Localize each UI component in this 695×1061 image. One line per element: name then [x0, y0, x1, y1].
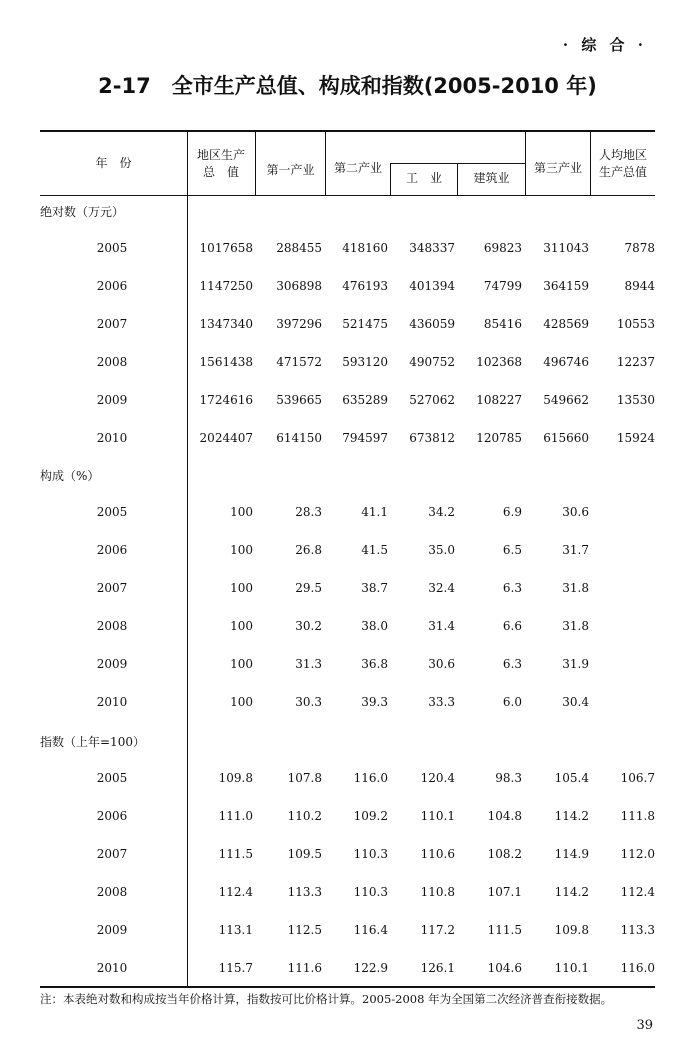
table-cell: 28.3	[295, 505, 322, 519]
table-cell: 110.1	[420, 809, 455, 823]
header-per-capita-line1: 人均地区	[598, 148, 647, 162]
table-cell: 107.8	[287, 771, 322, 785]
table-cell: 521475	[342, 317, 388, 331]
row-year: 2005	[96, 771, 128, 785]
table-cell: 31.4	[428, 619, 455, 633]
table-cell: 31.8	[562, 581, 589, 595]
table-cell: 12237	[616, 355, 655, 369]
table-cell: 31.8	[562, 619, 589, 633]
table-cell: 114.2	[554, 885, 589, 899]
table-cell: 418160	[342, 241, 388, 255]
table-cell: 1347340	[199, 317, 253, 331]
table-cell: 397296	[276, 317, 322, 331]
header-primary: 第一产业	[266, 163, 315, 177]
table-cell: 13530	[616, 393, 655, 407]
table-top-rule	[40, 130, 655, 132]
header-tertiary: 第三产业	[533, 161, 582, 175]
table-cell: 126.1	[420, 961, 455, 975]
table-cell: 6.3	[502, 657, 522, 671]
table-cell: 31.3	[295, 657, 322, 671]
table-cell: 113.3	[620, 923, 655, 937]
table-cell: 1017658	[199, 241, 253, 255]
table-bottom-rule	[40, 986, 655, 988]
header-bottom-rule	[40, 195, 655, 196]
row-year: 2009	[96, 393, 128, 407]
table-cell: 436059	[409, 317, 455, 331]
table-cell: 41.1	[361, 505, 388, 519]
table-cell: 30.3	[295, 695, 322, 709]
table-cell: 111.0	[218, 809, 253, 823]
table-cell: 794597	[342, 431, 388, 445]
table-cell: 1724616	[199, 393, 253, 407]
table-cell: 110.8	[420, 885, 455, 899]
table-cell: 29.5	[295, 581, 322, 595]
section-tag: · 综 合 ·	[562, 36, 647, 54]
table-cell: 122.9	[353, 961, 388, 975]
table-cell: 26.8	[295, 543, 322, 557]
table-cell: 635289	[342, 393, 388, 407]
table-cell: 100	[230, 619, 253, 633]
table-cell: 114.2	[554, 809, 589, 823]
table-cell: 110.6	[420, 847, 455, 861]
header-industry: 工 业	[405, 171, 442, 185]
table-cell: 104.6	[487, 961, 522, 975]
table-cell: 6.0	[502, 695, 522, 709]
table-cell: 110.1	[554, 961, 589, 975]
table-cell: 110.2	[287, 809, 322, 823]
table-cell: 32.4	[428, 581, 455, 595]
table-cell: 1561438	[199, 355, 253, 369]
table-cell: 108.2	[487, 847, 522, 861]
table-cell: 100	[230, 505, 253, 519]
table-cell: 111.5	[487, 923, 522, 937]
table-cell: 106.7	[620, 771, 655, 785]
table-cell: 111.5	[218, 847, 253, 861]
secondary-subheader-rule	[390, 163, 525, 164]
table-cell: 85416	[483, 317, 522, 331]
table-cell: 105.4	[554, 771, 589, 785]
table-cell: 471572	[276, 355, 322, 369]
table-cell: 69823	[483, 241, 522, 255]
table-cell: 428569	[543, 317, 589, 331]
table-cell: 107.1	[487, 885, 522, 899]
table-cell: 673812	[409, 431, 455, 445]
table-cell: 6.9	[502, 505, 522, 519]
table-cell: 109.8	[218, 771, 253, 785]
table-cell: 30.2	[295, 619, 322, 633]
page-number: 39	[636, 1018, 653, 1033]
table-cell: 120.4	[420, 771, 455, 785]
table-cell: 614150	[276, 431, 322, 445]
header-year: 年 份	[95, 156, 132, 170]
row-year: 2010	[96, 431, 128, 445]
table-cell: 100	[230, 581, 253, 595]
header-secondary: 第二产业	[333, 161, 382, 175]
table-cell: 549662	[543, 393, 589, 407]
table-cell: 100	[230, 657, 253, 671]
table-cell: 114.9	[554, 847, 589, 861]
header-gdp	[190, 147, 252, 181]
row-year: 2009	[96, 657, 128, 671]
header-per-capita-line2: 生产总值	[598, 165, 647, 179]
table-cell: 41.5	[361, 543, 388, 557]
table-cell: 288455	[276, 241, 322, 255]
table-cell: 593120	[342, 355, 388, 369]
row-year: 2006	[96, 543, 128, 557]
table-cell: 306898	[276, 279, 322, 293]
table-cell: 38.7	[361, 581, 388, 595]
header-construction: 建筑业	[473, 171, 510, 185]
table-cell: 15924	[616, 431, 655, 445]
table-cell: 490752	[409, 355, 455, 369]
table-cell: 111.6	[287, 961, 322, 975]
table-cell: 108227	[476, 393, 522, 407]
table-cell: 117.2	[420, 923, 455, 937]
table-cell: 116.0	[620, 961, 655, 975]
table-cell: 104.8	[487, 809, 522, 823]
table-cell: 112.4	[218, 885, 253, 899]
table-cell: 31.7	[562, 543, 589, 557]
table-cell: 112.4	[620, 885, 655, 899]
table-cell: 7878	[624, 241, 655, 255]
section-label: 指数（上年=100）	[40, 735, 145, 749]
row-year: 2006	[96, 279, 128, 293]
row-year: 2005	[96, 241, 128, 255]
table-cell: 111.8	[620, 809, 655, 823]
table-cell: 615660	[543, 431, 589, 445]
table-cell: 74799	[483, 279, 522, 293]
table-cell: 10553	[616, 317, 655, 331]
table-cell: 401394	[409, 279, 455, 293]
row-year: 2007	[96, 317, 128, 331]
header-gdp-line2: 总 值	[202, 165, 239, 179]
table-cell: 113.1	[218, 923, 253, 937]
table-cell: 6.5	[502, 543, 522, 557]
table-cell: 113.3	[287, 885, 322, 899]
header-per-capita	[591, 147, 655, 181]
row-year: 2007	[96, 581, 128, 595]
row-year: 2009	[96, 923, 128, 937]
table-cell: 30.6	[428, 657, 455, 671]
table-cell: 102368	[476, 355, 522, 369]
table-cell: 109.8	[554, 923, 589, 937]
table-cell: 110.3	[353, 885, 388, 899]
table-cell: 100	[230, 695, 253, 709]
table-cell: 364159	[543, 279, 589, 293]
row-year: 2006	[96, 809, 128, 823]
page-title: 2-17 全市生产总值、构成和指数(2005-2010 年)	[98, 74, 597, 98]
row-year: 2008	[96, 619, 128, 633]
table-cell: 30.6	[562, 505, 589, 519]
section-label: 构成（%）	[40, 469, 100, 483]
table-cell: 6.6	[502, 619, 522, 633]
table-cell: 311043	[543, 241, 589, 255]
table-cell: 35.0	[428, 543, 455, 557]
table-cell: 2024407	[199, 431, 253, 445]
table-cell: 539665	[276, 393, 322, 407]
table-cell: 38.0	[361, 619, 388, 633]
table-cell: 109.5	[287, 847, 322, 861]
table-cell: 8944	[624, 279, 655, 293]
table-cell: 30.4	[562, 695, 589, 709]
table-cell: 31.9	[562, 657, 589, 671]
row-year: 2008	[96, 355, 128, 369]
table-cell: 34.2	[428, 505, 455, 519]
row-year: 2010	[96, 695, 128, 709]
row-year: 2005	[96, 505, 128, 519]
table-cell: 112.5	[287, 923, 322, 937]
table-cell: 33.3	[428, 695, 455, 709]
table-cell: 348337	[409, 241, 455, 255]
table-cell: 39.3	[361, 695, 388, 709]
table-cell: 496746	[543, 355, 589, 369]
table-cell: 527062	[409, 393, 455, 407]
table-cell: 116.4	[353, 923, 388, 937]
row-year: 2008	[96, 885, 128, 899]
table-cell: 476193	[342, 279, 388, 293]
header-gdp-line1: 地区生产	[196, 148, 245, 162]
table-cell: 120785	[476, 431, 522, 445]
footnote: 注：本表绝对数和构成按当年价格计算，指数按可比价格计算。2005-2008 年为全国第二次经济普查衔接数据。	[40, 992, 613, 1006]
table-cell: 112.0	[620, 847, 655, 861]
table-cell: 109.2	[353, 809, 388, 823]
table-cell: 115.7	[218, 961, 253, 975]
table-cell: 36.8	[361, 657, 388, 671]
table-cell: 98.3	[495, 771, 522, 785]
table-cell: 6.3	[502, 581, 522, 595]
table-cell: 1147250	[199, 279, 253, 293]
table-cell: 110.3	[353, 847, 388, 861]
table-cell: 116.0	[353, 771, 388, 785]
row-year: 2010	[96, 961, 128, 975]
table-cell: 100	[230, 543, 253, 557]
row-year: 2007	[96, 847, 128, 861]
section-label: 绝对数（万元）	[40, 205, 125, 219]
